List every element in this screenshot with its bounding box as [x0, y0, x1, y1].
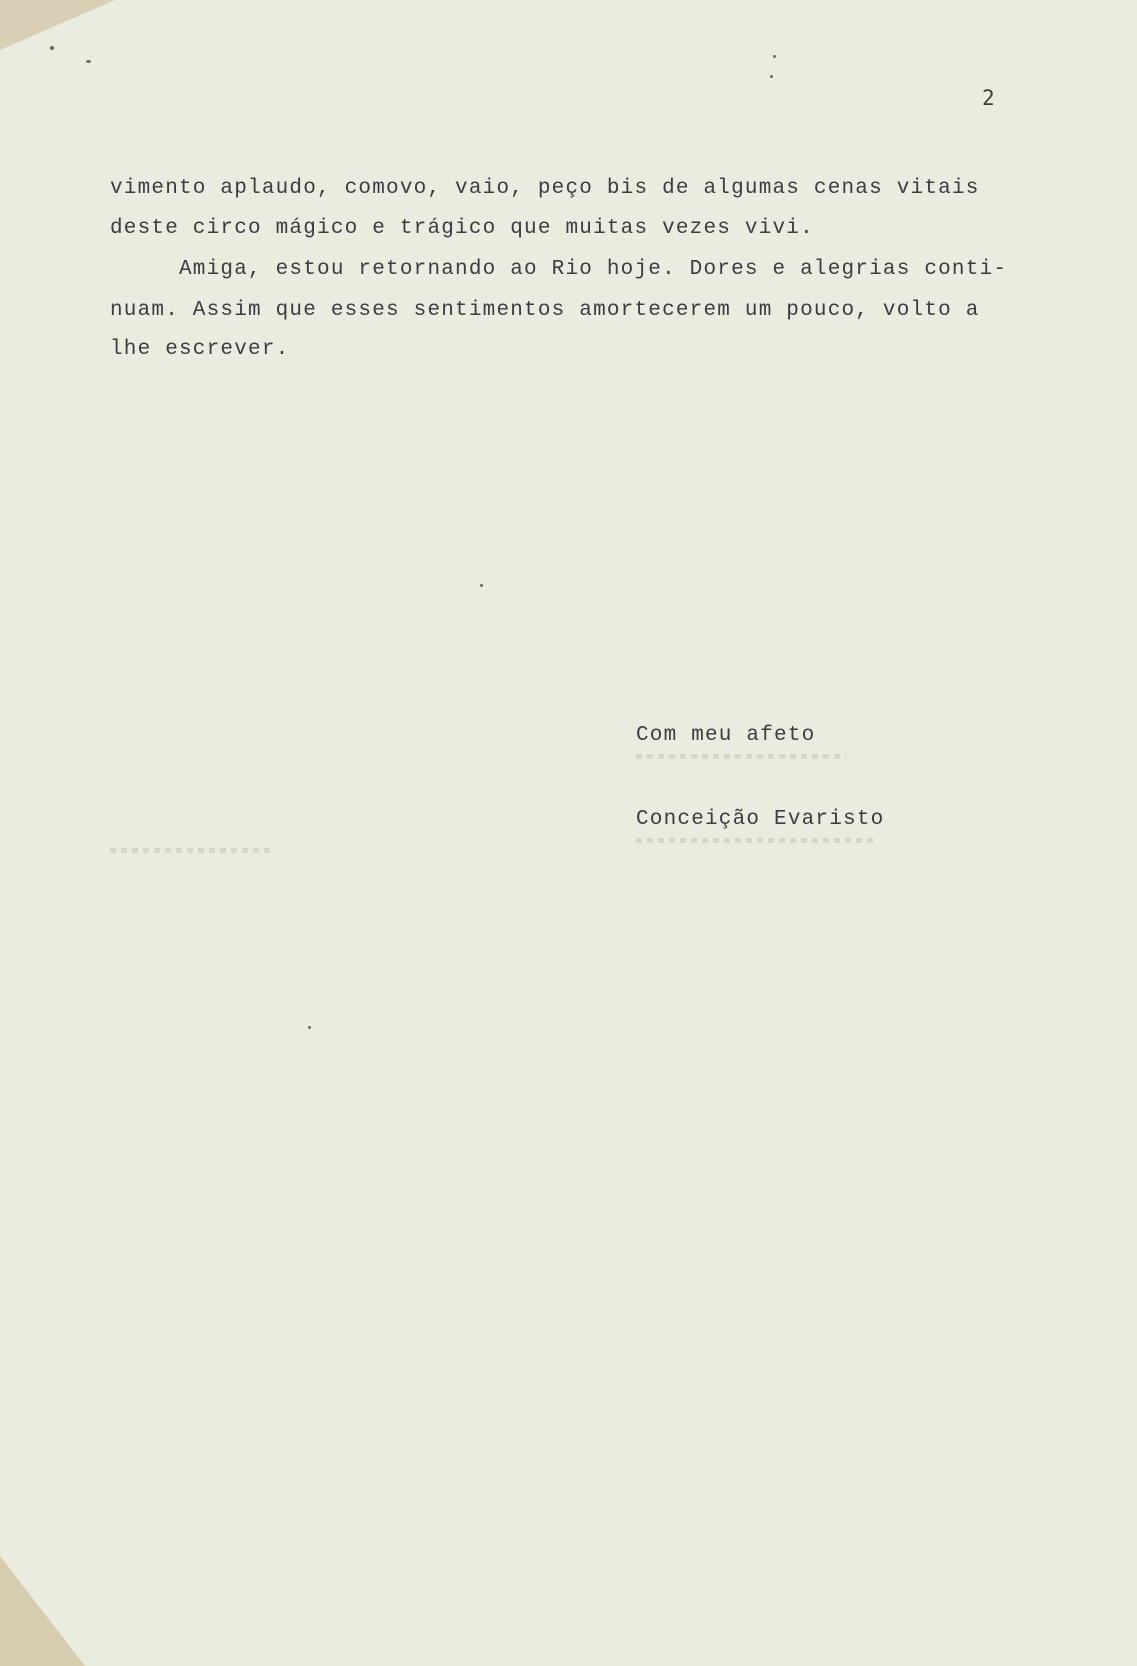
ghost-impression [110, 848, 270, 853]
body-line: deste circo mágico e trágico que muitas vezes vivi. [110, 217, 814, 240]
ghost-impression [636, 838, 876, 843]
folded-corner-top-left [0, 0, 115, 50]
ghost-impression [636, 754, 846, 759]
body-line: lhe escrever. [110, 338, 290, 361]
paper-speck [308, 1026, 311, 1029]
body-line: Amiga, estou retornando ao Rio hoje. Dores e alegrias conti- [110, 258, 1008, 281]
paper-speck [480, 584, 483, 587]
paper-speck [86, 60, 91, 63]
closing-salutation: Com meu afeto [636, 724, 816, 747]
body-line: nuam. Assim que esses sentimentos amortecerem um pouco, volto a [110, 299, 980, 322]
paper-speck [770, 75, 773, 78]
body-line: vimento aplaudo, comovo, vaio, peço bis de algumas cenas vitais [110, 177, 980, 200]
page-number: 2 [982, 86, 995, 110]
folded-corner-bottom-left [0, 1556, 85, 1666]
signature-line: Conceição Evaristo [636, 808, 885, 831]
paper-speck [773, 55, 776, 58]
paper-speck [50, 46, 54, 50]
